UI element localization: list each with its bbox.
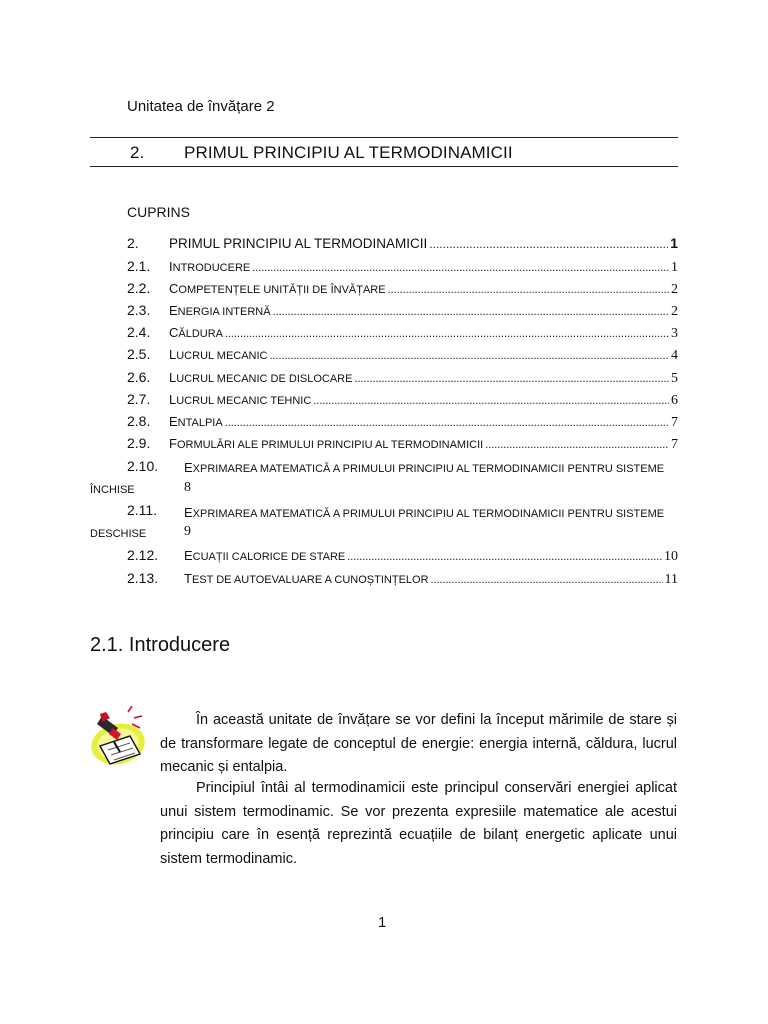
toc-entry-number: 2.1. <box>127 258 151 274</box>
toc-entry-page: 9 <box>184 524 191 539</box>
toc-entry-2-9[interactable] <box>127 435 678 457</box>
chapter-title: PRIMUL PRINCIPIU AL TERMODINAMICII <box>184 143 513 162</box>
toc-entry-2-7[interactable] <box>127 391 678 413</box>
toc-entry-title: ECUAȚII CALORICE DE STARE <box>184 548 346 563</box>
toc-entry-title: FORMULĂRI ALE PRIMULUI PRINCIPIU AL TERMODINAMICII <box>169 436 484 451</box>
toc-leader-dots <box>270 348 670 363</box>
toc-entry-2-12[interactable] <box>127 547 678 569</box>
bottom-rule <box>90 166 678 167</box>
toc-entry-title: PRIMUL PRINCIPIU AL TERMODINAMICII <box>169 236 428 251</box>
toc-leader-dots <box>431 572 663 587</box>
toc-entry-2-6[interactable] <box>127 369 678 391</box>
toc-entry-title: INTRODUCERE <box>169 259 251 274</box>
toc-leader-dots <box>429 237 668 251</box>
pushpin-note-icon <box>88 706 152 770</box>
toc-entry-2-3[interactable] <box>127 302 678 324</box>
toc-leader-dots <box>354 371 669 386</box>
toc-entry-number: 2.11. <box>127 502 158 518</box>
toc-entry-number: 2.5. <box>127 346 151 362</box>
toc-leader-dots <box>252 260 669 275</box>
toc-entry-2-5[interactable] <box>127 346 678 368</box>
toc-entry-page: 10 <box>664 549 678 564</box>
toc-entry-number: 2.12. <box>127 547 159 563</box>
toc-entry-title: CĂLDURA <box>169 325 224 340</box>
toc-entry-number: 2.13. <box>127 570 159 586</box>
toc-entry-number: 2.7. <box>127 391 151 407</box>
toc-entry-number: 2.6. <box>127 369 151 385</box>
toc-leader-dots <box>225 415 669 430</box>
toc-entry-2-2[interactable] <box>127 280 678 302</box>
toc-leader-dots <box>347 549 662 564</box>
chapter-number: 2. <box>130 143 145 162</box>
toc-entry-page: 8 <box>184 480 191 495</box>
toc-entry-title: EXPRIMAREA MATEMATICĂ A PRIMULUI PRINCIPIU AL TERMODINAMICII PENTRU SISTEME <box>184 505 665 520</box>
toc-entry-2-8[interactable] <box>127 413 678 435</box>
toc-entry-2-1[interactable] <box>127 258 678 280</box>
toc-entry-page: 1 <box>671 260 678 275</box>
toc-entry-title: EXPRIMAREA MATEMATICĂ A PRIMULUI PRINCIPIU AL TERMODINAMICII PENTRU SISTEME <box>184 460 665 475</box>
toc-entry-title-continued: DESCHISE <box>90 528 147 540</box>
toc-entry-title: LUCRUL MECANIC TEHNIC <box>169 392 312 407</box>
toc-entry-page: 2 <box>671 282 678 297</box>
toc-entry-title-continued: ÎNCHISE <box>90 484 135 496</box>
toc-entry-page: 4 <box>671 348 678 363</box>
section-heading: 2.1. Introducere <box>90 634 231 656</box>
top-rule <box>90 137 678 138</box>
toc-entry-title: LUCRUL MECANIC DE DISLOCARE <box>169 370 353 385</box>
toc-entry-page: 11 <box>664 572 678 587</box>
toc-leader-dots <box>388 282 669 297</box>
toc-leader-dots <box>313 393 669 408</box>
toc-entry-title: TEST DE AUTOEVALUARE A CUNOȘTINȚELOR <box>184 571 429 586</box>
toc-entry-page: 6 <box>671 393 678 408</box>
toc-entry-2-4[interactable] <box>127 324 678 346</box>
toc-entry-page: 7 <box>671 415 678 430</box>
toc-entry-number: 2.2. <box>127 280 151 296</box>
toc-leader-dots <box>273 304 669 319</box>
toc-entry-main[interactable] <box>127 235 678 257</box>
toc-entry-number: 2.9. <box>127 435 151 451</box>
toc-entry-page: 3 <box>671 326 678 341</box>
toc-entry-title: ENERGIA INTERNĂ <box>169 303 271 318</box>
toc-heading: CUPRINS <box>127 204 191 220</box>
toc-leader-dots <box>225 326 669 341</box>
page-number: 1 <box>378 914 387 931</box>
unit-label: Unitatea de învățare 2 <box>127 98 275 115</box>
toc-entry-number: 2.4. <box>127 324 151 340</box>
toc-entry-number: 2.3. <box>127 302 151 318</box>
intro-paragraph-2: Principiul întâi al termodinamicii este principul conservări energiei aplicat unui sistem termodinamic. Se vor prezenta expresiile matematice ale acestui principiu care în esență reprezintă ecuațiile de bilanț energetic aplicate unui sistem termodinamic. <box>160 780 677 867</box>
toc-entry-title: LUCRUL MECANIC <box>169 347 268 362</box>
toc-entry-page: 5 <box>671 371 678 386</box>
intro-paragraph-1: În această unitate de învățare se vor defini la început mărimile de stare și de transformare legate de conceptul de energie: energia internă, căldura, lucrul mecanic și entalpia. <box>160 712 677 775</box>
toc-entry-title: COMPETENȚELE UNITĂȚII DE ÎNVĂȚARE <box>169 281 386 296</box>
toc-entry-title: ENTALPIA <box>169 414 223 429</box>
toc-entry-page: 7 <box>671 437 678 452</box>
toc-entry-number: 2. <box>127 235 139 251</box>
toc-entry-page: 2 <box>671 304 678 319</box>
toc-entry-2-13[interactable] <box>127 570 678 592</box>
toc-leader-dots <box>485 437 669 452</box>
toc-entry-number: 2.10. <box>127 458 159 474</box>
toc-entry-number: 2.8. <box>127 413 151 429</box>
toc-entry-page: 1 <box>670 235 678 251</box>
